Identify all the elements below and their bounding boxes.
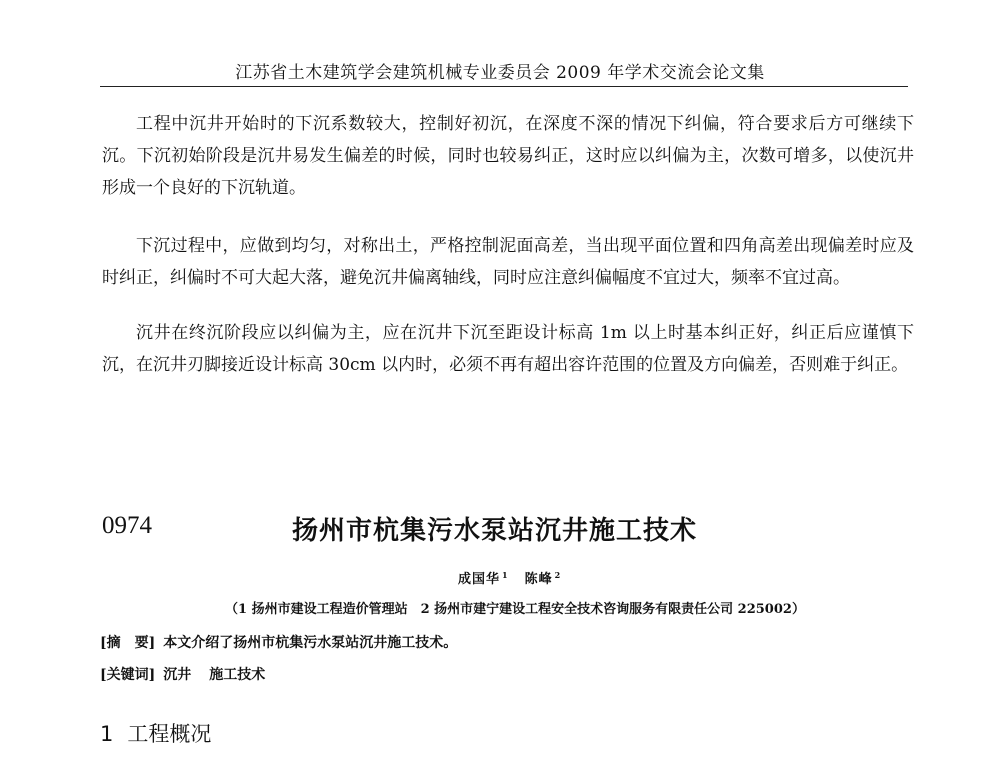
affiliation: （1 扬州市建设工程造价管理站 2 扬州市建宁建设工程安全技术咨询服务有限责任公司 225002） <box>225 602 805 617</box>
abstract <box>100 632 457 652</box>
keywords-label: [关键词] <box>100 667 156 683</box>
body-paragraph: 工程中沉井开始时的下沉系数较大，控制好初沉，在深度不深的情况下纠偏，符合要求后方可继续下沉。下沉初始阶段是沉井易发生偏差的时候，同时也较易纠正，这时应以纠偏为主，次数可增多，以使沉井形成一个良好的下沉轨道。 <box>102 114 914 198</box>
author-line <box>458 568 577 587</box>
body-paragraph: 下沉过程中，应做到均匀，对称出土，严格控制泥面高差，当出现平面位置和四角高差出现偏差时应及时纠正，纠偏时不可大起大落，避免沉井偏离轴线，同时应注意纠偏幅度不宜过大，频率不宜过高。 <box>102 236 914 288</box>
header-rule <box>100 86 908 87</box>
author-name: 陈峰 <box>524 572 553 587</box>
abstract-text: 本文介绍了扬州市杭集污水泵站沉井施工技术。 <box>163 635 458 651</box>
keyword: 沉井 <box>163 667 192 683</box>
running-header: 江苏省土木建筑学会建筑机械专业委员会 2009 年学术交流会论文集 <box>235 63 765 83</box>
body-paragraph: 沉井在终沉阶段应以纠偏为主，应在沉井下沉至距设计标高 1m 以上时基本纠正好，纠正后应谨慎下沉，在沉井刃脚接近设计标高 30cm 以内时，必须不再有超出容许范围的位置及方向偏差，否则难于纠正。 <box>102 323 914 375</box>
author-name: 成国华 <box>458 572 501 587</box>
section-heading <box>100 718 211 748</box>
author-affiliation-mark: 2 <box>554 569 562 580</box>
article-number: 0974 <box>102 512 152 539</box>
abstract-label: [摘 要] <box>100 635 156 651</box>
author-affiliation-mark: 1 <box>502 569 509 580</box>
section-number: 1 <box>100 722 114 746</box>
keyword: 施工技术 <box>209 667 266 683</box>
keywords <box>100 664 283 684</box>
section-title: 工程概况 <box>127 722 212 746</box>
article-title: 扬州市杭集污水泵站沉井施工技术 <box>292 516 698 546</box>
